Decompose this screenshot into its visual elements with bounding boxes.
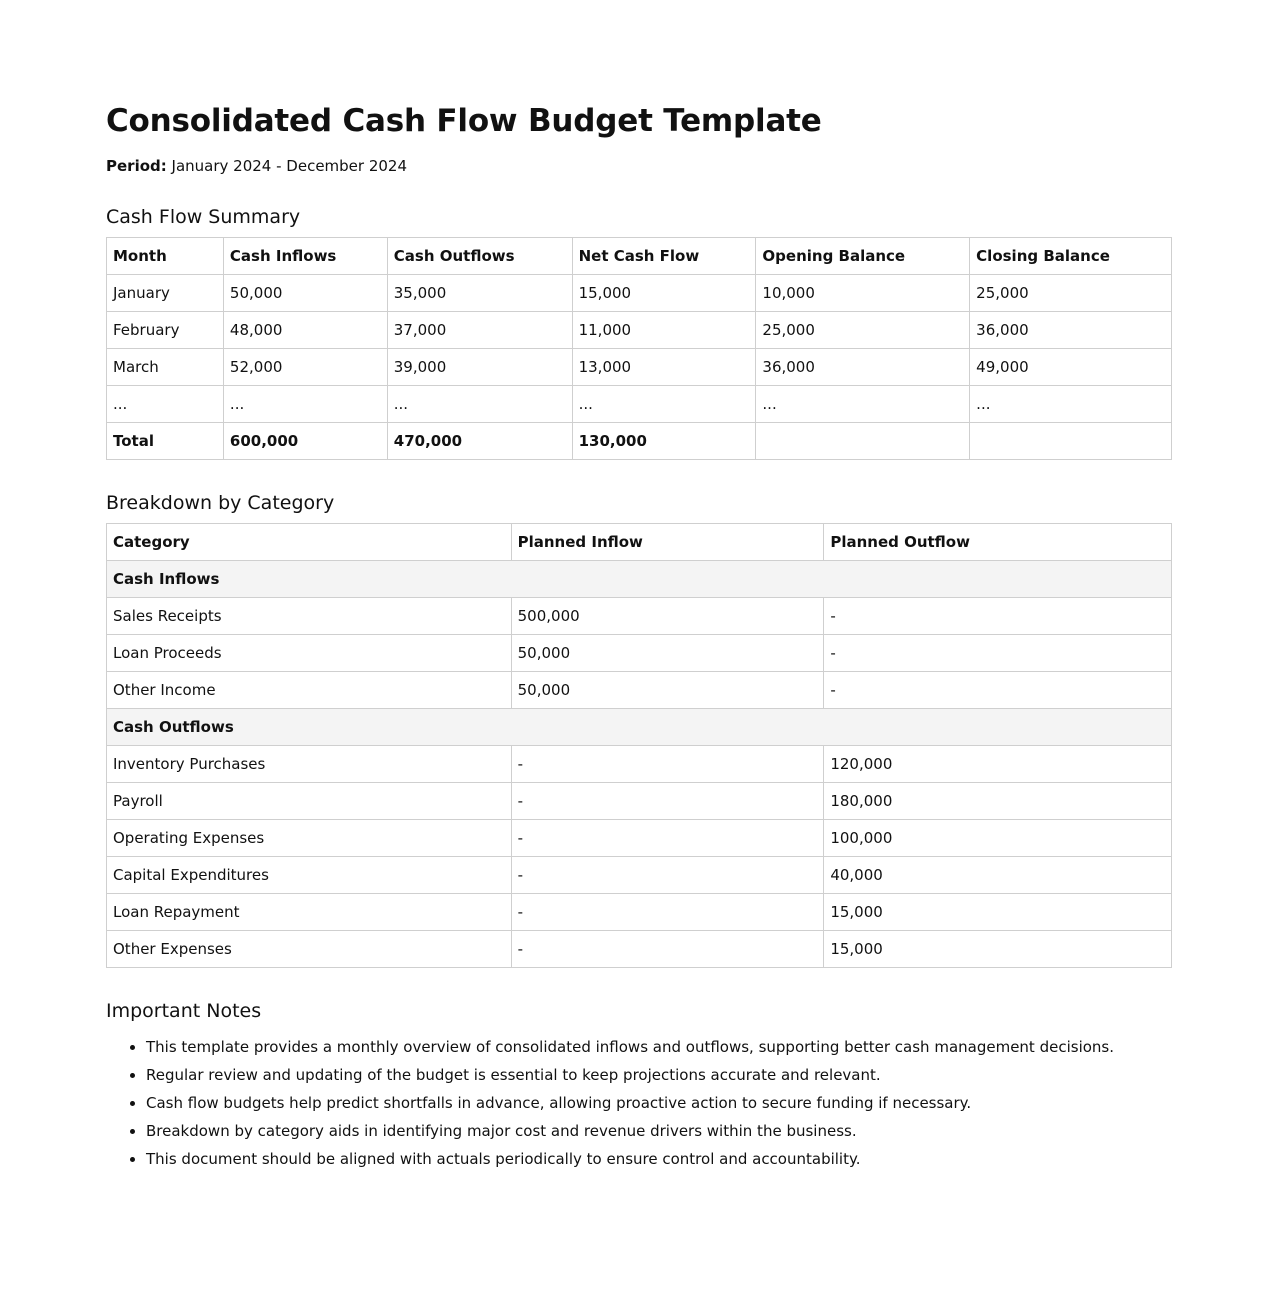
- table-row: [107, 820, 1172, 857]
- summary-col-header: Month: [107, 238, 224, 275]
- summary-col-header: Closing Balance: [970, 238, 1172, 275]
- total-closing: [970, 423, 1172, 460]
- summary-col-header: Cash Inflows: [223, 238, 387, 275]
- total-inflow: 600,000: [223, 423, 387, 460]
- table-row: [107, 783, 1172, 820]
- opening-cell: ...: [756, 386, 970, 423]
- period-value: January 2024 - December 2024: [171, 157, 408, 175]
- summary-header-row: [107, 238, 1172, 275]
- breakdown-col-header: Category: [107, 524, 512, 561]
- group-row-outflows: [107, 709, 1172, 746]
- planned-inflow-cell: -: [511, 857, 824, 894]
- inflow-cell: 50,000: [223, 275, 387, 312]
- category-cell: Sales Receipts: [107, 598, 512, 635]
- planned-outflow-cell: 40,000: [824, 857, 1172, 894]
- category-cell: Loan Proceeds: [107, 635, 512, 672]
- planned-inflow-cell: 500,000: [511, 598, 824, 635]
- summary-heading: Cash Flow Summary: [106, 206, 301, 228]
- group-label: Cash Outflows: [107, 709, 1172, 746]
- planned-inflow-cell: -: [511, 894, 824, 931]
- inflow-cell: 48,000: [223, 312, 387, 349]
- planned-outflow-cell: 100,000: [824, 820, 1172, 857]
- table-row: [107, 894, 1172, 931]
- group-label: Cash Inflows: [107, 561, 1172, 598]
- list-item: • This document should be aligned with actuals periodically to ensure control and accountability.: [146, 1145, 1172, 1173]
- total-net: 130,000: [572, 423, 756, 460]
- category-cell: Capital Expenditures: [107, 857, 512, 894]
- opening-cell: 36,000: [756, 349, 970, 386]
- total-label: Total: [107, 423, 224, 460]
- outflow-cell: 37,000: [387, 312, 572, 349]
- planned-outflow-cell: 180,000: [824, 783, 1172, 820]
- table-row: [107, 312, 1172, 349]
- planned-outflow-cell: -: [824, 635, 1172, 672]
- category-cell: Other Income: [107, 672, 512, 709]
- table-row: [107, 931, 1172, 968]
- inflow-cell: 52,000: [223, 349, 387, 386]
- period-line: [106, 156, 1172, 176]
- closing-cell: ...: [970, 386, 1172, 423]
- list-item: • Breakdown by category aids in identifying major cost and revenue drivers within the business.: [146, 1117, 1172, 1145]
- planned-inflow-cell: -: [511, 820, 824, 857]
- total-outflow: 470,000: [387, 423, 572, 460]
- outflow-cell: 35,000: [387, 275, 572, 312]
- page-title: Consolidated Cash Flow Budget Template: [106, 103, 822, 139]
- planned-outflow-cell: 120,000: [824, 746, 1172, 783]
- table-row: [107, 349, 1172, 386]
- total-row: [107, 423, 1172, 460]
- month-cell: ...: [107, 386, 224, 423]
- inflow-cell: ...: [223, 386, 387, 423]
- month-cell: January: [107, 275, 224, 312]
- table-row: [107, 635, 1172, 672]
- category-breakdown-table: [106, 523, 1172, 968]
- table-row: [107, 386, 1172, 423]
- planned-outflow-cell: 15,000: [824, 894, 1172, 931]
- category-cell: Other Expenses: [107, 931, 512, 968]
- table-row: [107, 598, 1172, 635]
- net-cell: 15,000: [572, 275, 756, 312]
- summary-col-header: Opening Balance: [756, 238, 970, 275]
- list-item: • Regular review and updating of the budget is essential to keep projections accurate and relevant.: [146, 1061, 1172, 1089]
- planned-outflow-cell: -: [824, 598, 1172, 635]
- summary-col-header: Cash Outflows: [387, 238, 572, 275]
- net-cell: ...: [572, 386, 756, 423]
- breakdown-heading: Breakdown by Category: [106, 492, 335, 514]
- planned-inflow-cell: -: [511, 931, 824, 968]
- category-cell: Operating Expenses: [107, 820, 512, 857]
- planned-outflow-cell: -: [824, 672, 1172, 709]
- total-opening: [756, 423, 970, 460]
- category-cell: Payroll: [107, 783, 512, 820]
- breakdown-col-header: Planned Inflow: [511, 524, 824, 561]
- planned-outflow-cell: 15,000: [824, 931, 1172, 968]
- breakdown-col-header: Planned Outflow: [824, 524, 1172, 561]
- category-cell: Inventory Purchases: [107, 746, 512, 783]
- planned-inflow-cell: -: [511, 746, 824, 783]
- period-label: Period:: [106, 157, 167, 175]
- list-item: • This template provides a monthly overview of consolidated inflows and outflows, supporting better cash management decisions.: [146, 1033, 1172, 1061]
- outflow-cell: ...: [387, 386, 572, 423]
- opening-cell: 25,000: [756, 312, 970, 349]
- opening-cell: 10,000: [756, 275, 970, 312]
- net-cell: 11,000: [572, 312, 756, 349]
- net-cell: 13,000: [572, 349, 756, 386]
- month-cell: February: [107, 312, 224, 349]
- planned-inflow-cell: -: [511, 783, 824, 820]
- planned-inflow-cell: 50,000: [511, 672, 824, 709]
- cash-flow-summary-table: [106, 237, 1172, 460]
- list-item: • Cash flow budgets help predict shortfalls in advance, allowing proactive action to secure funding if necessary.: [146, 1089, 1172, 1117]
- table-row: [107, 746, 1172, 783]
- outflow-cell: 39,000: [387, 349, 572, 386]
- table-row: [107, 672, 1172, 709]
- group-row-inflows: [107, 561, 1172, 598]
- planned-inflow-cell: 50,000: [511, 635, 824, 672]
- category-cell: Loan Repayment: [107, 894, 512, 931]
- notes-heading: Important Notes: [106, 1000, 262, 1022]
- table-row: [107, 275, 1172, 312]
- breakdown-header-row: [107, 524, 1172, 561]
- month-cell: March: [107, 349, 224, 386]
- closing-cell: 36,000: [970, 312, 1172, 349]
- notes-list: [106, 1033, 1172, 1173]
- closing-cell: 25,000: [970, 275, 1172, 312]
- table-row: [107, 857, 1172, 894]
- summary-col-header: Net Cash Flow: [572, 238, 756, 275]
- closing-cell: 49,000: [970, 349, 1172, 386]
